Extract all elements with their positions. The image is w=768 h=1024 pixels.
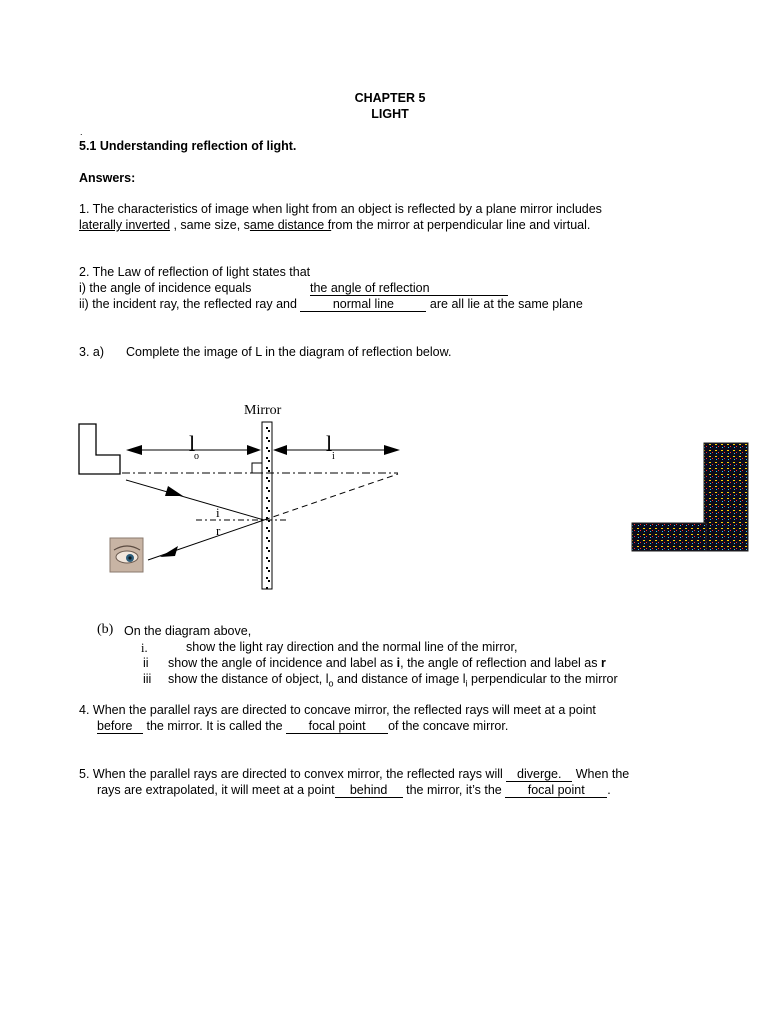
object-letter-l: [79, 424, 120, 474]
distance-li-subscript: i: [332, 451, 335, 462]
q5-line2-end: .: [607, 783, 611, 797]
q5-line1-end: When the: [572, 767, 630, 781]
q1-line1: 1. The characteristics of image when light from an object is reflected by a plane mirror includes: [79, 202, 602, 216]
q4-mid-text: the mirror. It is called the: [143, 719, 287, 733]
q2-i-answer: [310, 280, 508, 296]
q3-text: Complete the image of L in the diagram of reflection below.: [126, 345, 452, 359]
q4-line2: [97, 718, 508, 734]
q3b-item-3-num: iii: [143, 672, 152, 686]
mirror-label: Mirror: [244, 403, 282, 418]
q5-line2-start: rays are extrapolated, it will meet at a point: [97, 783, 335, 797]
q3b-item-2-text-a: show the angle of incidence and label as: [168, 656, 397, 670]
image-distance-arrow-left: [273, 445, 287, 455]
q4-end-text: of the concave mirror.: [388, 719, 509, 733]
chapter-title: CHAPTER 5: [354, 91, 426, 105]
object-distance-arrow-right: [247, 445, 261, 455]
q3b-item-2: [168, 655, 606, 671]
q3b-item-2-num: ii: [143, 656, 149, 670]
reflection-diagram: [0, 395, 768, 605]
q3b-item-3-text-c: perpendicular to the mirror: [467, 672, 618, 686]
answers-label: Answers:: [79, 171, 136, 185]
q1-answer-laterally-inverted: laterally inverted: [79, 218, 171, 232]
q5-line1-start: 5. When the parallel rays are directed to convex mirror, the reflected rays will: [79, 767, 507, 781]
q3b-item-2-bold-r: r: [600, 656, 606, 670]
stray-dot: .: [80, 127, 83, 137]
incident-ray: [126, 480, 264, 520]
angle-reflection-label: r: [216, 523, 221, 538]
section-heading: 5.1 Understanding reflection of light.: [79, 139, 297, 153]
q3b-item-3-sub-i: i: [465, 678, 468, 689]
q2-ii-text: ii) the incident ray, the reflected ray and: [79, 297, 297, 311]
q3b-item-3-sub-o: o: [328, 678, 334, 689]
q3-label: 3. a): [79, 345, 105, 359]
image-distance-arrow-right: [384, 445, 400, 455]
q3b-item-2-text-b: , the angle of reflection and label as: [400, 656, 601, 670]
q2-ii-end: are all lie at the same plane: [429, 297, 583, 311]
q1-end-text: rom the mirror at perpendicular line and virtual.: [331, 218, 591, 232]
q2-i-text: i) the angle of incidence equals: [79, 281, 252, 295]
q3b-item-2-bold-i: i: [396, 656, 401, 670]
q2-intro: 2. The Law of reflection of light states that: [79, 265, 311, 279]
q1-line2: [79, 217, 590, 233]
q2-ii-line: [79, 296, 583, 312]
q5-answer-behind: behind: [335, 783, 403, 798]
q3b-item-3: [168, 671, 618, 692]
distance-lo-label: l: [189, 431, 196, 456]
q3b-item-1-num: i.: [141, 641, 148, 655]
q3b-text: On the diagram above,: [124, 624, 252, 638]
chapter-subtitle: LIGHT: [371, 107, 409, 121]
q2-i-answer-blank: the angle of reflection: [310, 281, 508, 296]
q1-mid-text: , same size, s: [170, 218, 250, 232]
eye-picture: [110, 538, 143, 572]
q5-line2-mid: the mirror, it’s the: [402, 783, 506, 797]
right-angle-marker: [252, 463, 262, 473]
distance-lo-subscript: o: [194, 451, 199, 462]
q3b-label: (b): [97, 622, 114, 637]
q5-line1: [79, 766, 629, 782]
q3b-item-1-text: show the light ray direction and the normal line of the mirror,: [186, 640, 518, 654]
q3b-item-3-text-a: show the distance of object, l: [168, 672, 329, 686]
q4-line1: 4. When the parallel rays are directed to concave mirror, the reflected rays will meet at a point: [79, 703, 596, 717]
q5-answer-focal-point: focal point: [505, 783, 607, 798]
q5-answer-diverge: diverge.: [506, 767, 572, 782]
distance-li-label: l: [326, 431, 333, 456]
q2-ii-answer-blank: normal line: [300, 297, 426, 312]
q1-answer-same-distance: ame distance f: [249, 218, 332, 232]
q3b-item-3-text-b: and distance of image l: [333, 672, 466, 686]
angle-incidence-label: i: [216, 505, 220, 520]
mirror-image-of-l: [632, 443, 748, 551]
q4-answer-before: before: [97, 719, 143, 734]
q5-line2: [97, 782, 611, 798]
object-distance-arrow-left: [126, 445, 142, 455]
q4-answer-focal-point: focal point: [286, 719, 388, 734]
incident-ray-arrow: [165, 486, 183, 496]
virtual-ray-extension: [264, 474, 398, 520]
plane-mirror: [262, 422, 272, 589]
